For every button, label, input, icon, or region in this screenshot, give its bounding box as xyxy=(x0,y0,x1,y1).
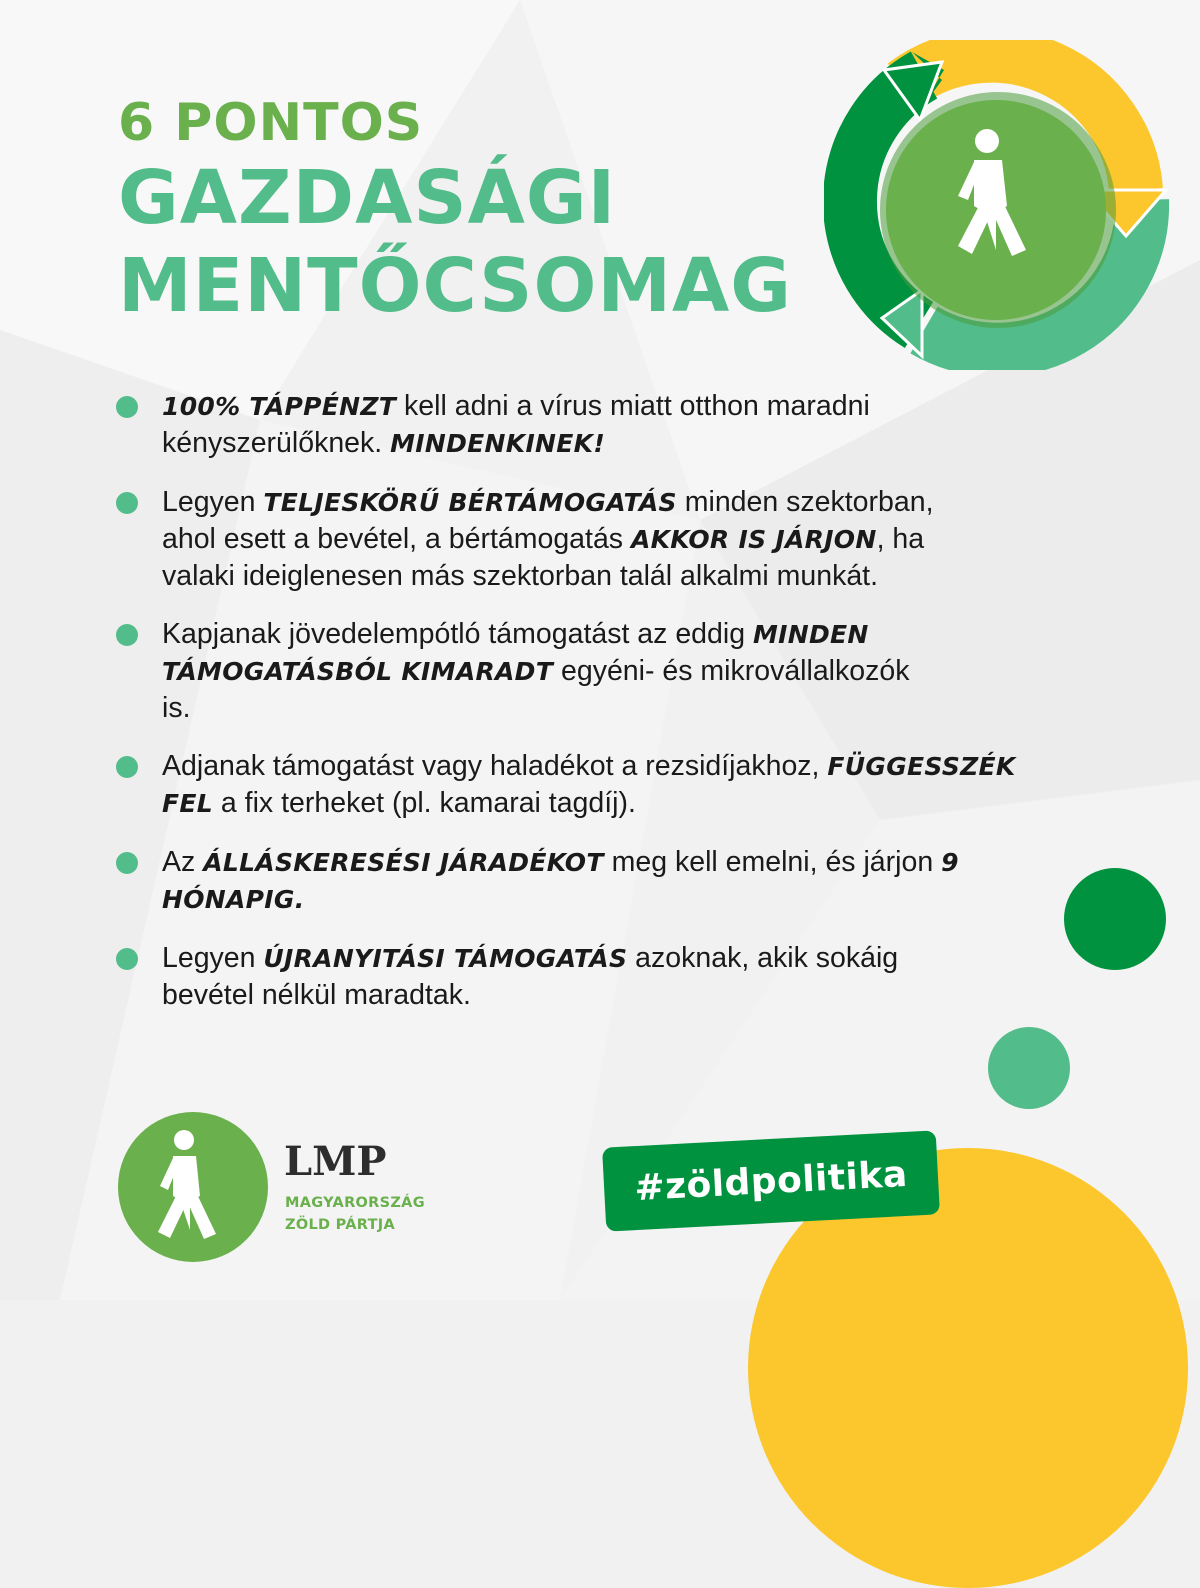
bullet-dot xyxy=(116,948,138,970)
bullet-dot xyxy=(116,396,138,418)
lmp-logo-icon xyxy=(118,1112,268,1262)
bullet-text: Kapjanak jövedelempótló támogatást az eddig MINDEN TÁMOGATÁSBÓL KIMARADT egyéni- és mikrovállalkozók is. xyxy=(162,618,910,724)
bullet-list xyxy=(116,388,1016,1035)
bullet-dot xyxy=(116,852,138,874)
party-subtitle-line-1: MAGYARORSZÁG xyxy=(285,1195,425,1211)
decor-circle-dark-green xyxy=(1064,868,1166,970)
bullet-text: Legyen TELJESKÖRŰ BÉRTÁMOGATÁS minden szektorban, ahol esett a bevétel, a bértámogatás AKKOR IS JÁRJON, ha valaki ideiglenesen más szektorban talál alkalmi munkát. xyxy=(162,486,934,592)
title-line-2: GAZDASÁGI xyxy=(118,155,617,241)
list-item xyxy=(116,616,1016,726)
list-item xyxy=(116,940,1016,1013)
title-line-1: 6 PONTOS xyxy=(118,93,424,153)
list-item xyxy=(116,844,1016,918)
bullet-dot xyxy=(116,624,138,646)
party-name: LMP xyxy=(284,1138,387,1185)
hashtag-badge: #zöldpolitika xyxy=(602,1130,940,1231)
bullet-text: Az ÁLLÁSKERESÉSI JÁRADÉKOT meg kell emelni, és járjon 9 HÓNAPIG. xyxy=(162,846,959,914)
list-item xyxy=(116,748,1016,822)
bullet-dot xyxy=(116,492,138,514)
bullet-text: Adjanak támogatást vagy haladékot a rezsidíjakhoz, FÜGGESSZÉK FEL a fix terheket (pl. kamarai tagdíj). xyxy=(162,750,1016,819)
title-line-3: MENTŐCSOMAG xyxy=(118,243,793,329)
decor-circle-mint xyxy=(988,1027,1070,1109)
list-item xyxy=(116,484,1016,594)
party-subtitle-line-2: ZÖLD PÁRTJA xyxy=(285,1217,396,1233)
list-item xyxy=(116,388,1016,462)
page-title xyxy=(118,92,792,330)
bullet-text: Legyen ÚJRANYITÁSI TÁMOGATÁS azoknak, akik sokáig bevétel nélkül maradtak. xyxy=(162,942,899,1011)
bullet-dot xyxy=(116,756,138,778)
recycle-arrows-icon xyxy=(824,40,1172,370)
party-subtitle xyxy=(285,1192,425,1236)
bullet-text: 100% TÁPPÉNZT kell adni a vírus miatt otthon maradni kényszerülőknek. MINDENKINEK! xyxy=(162,390,870,459)
